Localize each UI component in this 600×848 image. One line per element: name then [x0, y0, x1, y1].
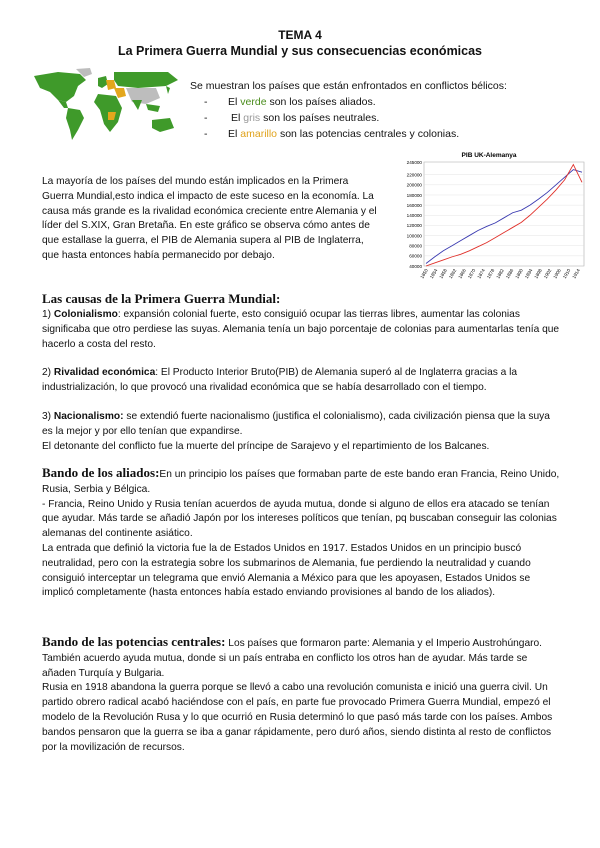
causa-colonialismo [42, 308, 562, 352]
legend-item-grey: - El gris son los países neutrales. [204, 112, 380, 124]
centrales-p1-text: Los países que formaron parte: Alemania y el Imperio Austrohúngaro. [225, 638, 543, 649]
chart-x-tick-label: 1914 [571, 268, 581, 280]
chart-y-tick-label: 180000 [406, 192, 422, 198]
causa-2-text: : El Producto Interior Bruto(PIB) de Alemania superó al de Inglaterra gracias a la industrialización, lo que provocó una rivalidad económica que se había desarrollado con el tiempo. [42, 367, 518, 394]
chart-frame [424, 162, 584, 266]
chart-x-ticks [419, 268, 581, 280]
causas-heading: Las causas de la Primera Guerra Mundial: [42, 291, 281, 306]
chart-x-tick-label: 1866 [457, 268, 467, 280]
chart-x-tick-label: 1850 [419, 268, 429, 280]
chart-series-uk [426, 170, 582, 264]
aliados-section [42, 466, 562, 601]
world-map-image [28, 66, 184, 144]
chart-y-tick-label: 40000 [409, 263, 422, 269]
chart-y-tick-label: 160000 [406, 202, 422, 208]
chart-x-tick-label: 1854 [428, 268, 439, 280]
causa-2-num: 2) [42, 367, 54, 379]
legend-item-green-post: son los países aliados. [266, 96, 376, 108]
legend-item-green: - El verde son los países aliados. [204, 96, 376, 108]
chart-x-tick-label: 1886 [504, 268, 515, 280]
causa-1-num: 1) [42, 309, 54, 320]
centrales-p1 [42, 635, 562, 652]
aliados-p3: La entrada que definió la victoria fue la de Estados Unidos en 1917. Estados Unidos en un principio buscó neutralidad, pero con la estrategia sobre los submarinos de Alemania, fue perdiendo la neutralidad y cuando consiguió interceptar un telegrama que envió Alemania a México para que les apoyasen, Estados Unidos se implicó completamente (hasta entonces había estado enviando provisiones al bando de los aliados). [42, 542, 531, 599]
chart-y-tick-label: 80000 [409, 243, 422, 249]
causa-2-key: Rivalidad económica [53, 367, 156, 379]
chart-x-tick-label: 1902 [542, 268, 553, 280]
causas-section [42, 291, 562, 454]
chart-x-tick-label: 1862 [447, 268, 458, 280]
legend-intro: Se muestran los países que están enfrontados en conflictos bélicos: [190, 80, 507, 92]
chart-x-tick-label: 1898 [533, 268, 543, 280]
legend [190, 78, 507, 142]
intro-paragraph: La mayoría de los países del mundo están implicados en la Primera Guerra Mundial,esto indica el impacto de este suceso en la economía. La causa más grande es la rivalidad económica creciente entre Alemania y el líder del S.XIX, Gran Bretaña. En este gráfico se observa cómo antes de que estallase la guerra, el PIB de Alemania supera al PIB de Inglaterra, que hasta entonces había permanecido por debajo. [42, 176, 377, 261]
legend-item-yellow: - El amarillo son las potencias centrales y colonias. [204, 128, 460, 140]
legend-item-grey-word: gris [243, 112, 261, 124]
legend-item-yellow-pre: El [228, 128, 241, 140]
legend-item-grey-pre: El [231, 112, 244, 124]
chart-y-tick-label: 220000 [406, 172, 422, 178]
aliados-p1 [42, 466, 562, 498]
legend-item-yellow-post: son las potencias centrales y colonias. [277, 128, 460, 140]
page-subtitle: La Primera Guerra Mundial y sus consecuencias económicas [117, 44, 483, 58]
chart-y-ticks [407, 160, 423, 269]
aliados-p1-text: En un principio los países que formaban parte de este bando eran Francia, Reino Unido, Rusia, Serbia y Bélgica. [42, 469, 560, 495]
causa-3-num: 3) [42, 410, 54, 422]
chart-title: PIB UK-Alemanya [461, 152, 517, 159]
aliados-heading: Bando de los aliados: [42, 465, 160, 480]
legend-item-yellow-word: amarillo [240, 128, 278, 140]
causa-nacionalismo [42, 410, 562, 440]
chart-x-tick-label: 1878 [485, 268, 496, 280]
chart-y-tick-label: 60000 [409, 253, 422, 259]
causa-rivalidad [42, 366, 562, 396]
chart-y-tick-label: 120000 [406, 223, 422, 229]
chart-x-tick-label: 1906 [552, 268, 562, 280]
aliados-p2: - Francia, Reino Unido y Rusia tenían acuerdos de ayuda mutua, donde si alguno de ellos era atacado se tenían que ayudar. Más tarde se añadió Japón por los intereses políticos que tenían, pq buscaban conseguir las colonias alemanas del continente asiático. [42, 498, 557, 540]
legend-item-green-pre: El [228, 96, 241, 108]
chart-x-tick-label: 1882 [495, 268, 505, 280]
chart-x-tick-label: 1890 [514, 268, 524, 280]
chart-y-tick-label: 245000 [406, 159, 422, 165]
chart-x-tick-label: 1870 [466, 268, 477, 280]
chart-x-tick-label: 1894 [523, 268, 534, 280]
chart-x-tick-label: 1910 [561, 268, 572, 280]
causa-3-key: Nacionalismo: [53, 410, 124, 422]
centrales-section [42, 635, 562, 755]
chart-y-tick-label: 140000 [406, 213, 422, 219]
causa-3-text: se extendió fuerte nacionalismo (justifica el colonialismo), cada civilización piensa que la suya es la mejor y por ello tenían que expandirse. [42, 410, 550, 437]
chart-y-tick-label: 200000 [406, 182, 422, 188]
detonante-paragraph: El detonante del conflicto fue la muerte del príncipe de Sarajevo y el repartimiento de los Balcanes. [42, 440, 490, 452]
legend-item-green-word: verde [240, 96, 267, 108]
legend-item-grey-post: son los países neutrales. [260, 112, 380, 124]
causa-1-key: Colonialismo [53, 309, 118, 320]
page-title: TEMA 4 [278, 28, 322, 42]
chart-grid [424, 162, 584, 266]
centrales-heading: Bando de las potencias centrales: [42, 634, 226, 649]
chart-x-tick-label: 1858 [438, 268, 448, 280]
centrales-p2: También acuerdo ayuda mutua, donde si un país entraba en conflicto los otros han de ayudar. Más tarde se añaden Turquía y Bulgaria. [42, 652, 528, 679]
pib-chart [388, 148, 590, 296]
centrales-p3: Rusia en 1918 abandona la guerra porque se llevó a cabo una revolución comunista e inició una guerra civil. Un partido obrero radical acabó haciéndose con el país, en parte fue provocado Primera Guerra Mundial, empezó el modelo de la Revolución Rusa y lo que ocurrió en Rusia determinó lo que pasó más tarde con los países. Ambos bandos pensaron que la guerra se iba a ganar rápidamente, pero duró años, siendo distinta al resto de conflictos por la movilización de recursos. [42, 682, 553, 753]
causa-1-text: : expansión colonial fuerte, esto consiguió ocupar las tierras libres, aumentar las colonias significaba que otro perdiese las suyas. Alemania tenía un bajo porcentaje de colonias para aumentarlas tenía que hacerlo a costa del resto. [42, 309, 560, 350]
chart-x-tick-label: 1874 [476, 268, 486, 280]
chart-y-tick-label: 100000 [406, 233, 422, 239]
